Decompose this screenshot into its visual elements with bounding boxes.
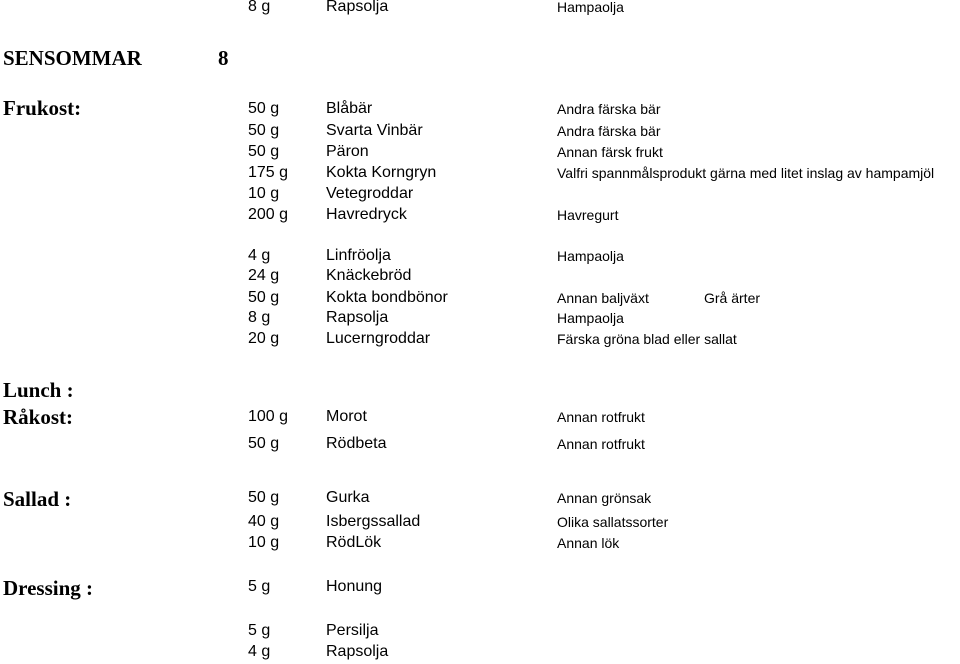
- ingredient-quantity: 50 g: [248, 143, 280, 160]
- ingredient-name: Persilja: [326, 622, 379, 639]
- ingredient-alternative: Hampaolja: [557, 0, 624, 15]
- menu-number: 8: [218, 46, 229, 70]
- ingredient-quantity: 5 g: [248, 578, 271, 595]
- ingredient-name: Lucerngroddar: [326, 330, 431, 347]
- ingredient-quantity: 175 g: [248, 164, 289, 181]
- ingredient-alternative: Annan rotfrukt: [557, 436, 645, 452]
- ingredient-alternative: Annan lök: [557, 535, 620, 551]
- section-label-sallad: Sallad :: [3, 487, 72, 511]
- ingredient-name: Blåbär: [326, 100, 373, 117]
- ingredient-name: Honung: [326, 578, 383, 595]
- ingredient-name: Kokta bondbönor: [326, 289, 448, 306]
- ingredient-quantity: 50 g: [248, 489, 280, 506]
- ingredient-quantity: 50 g: [248, 122, 280, 139]
- ingredient-quantity: 10 g: [248, 185, 280, 202]
- ingredient-quantity: 8 g: [248, 309, 271, 326]
- ingredient-quantity: 4 g: [248, 247, 271, 264]
- ingredient-alternative: Färska gröna blad eller sallat: [557, 331, 737, 347]
- ingredient-alternative: Annan rotfrukt: [557, 409, 645, 425]
- ingredient-name: Linfröolja: [326, 247, 391, 264]
- ingredient-quantity: 24 g: [248, 267, 280, 284]
- ingredient-alternative: Hampaolja: [557, 248, 624, 264]
- ingredient-name: Svarta Vinbär: [326, 122, 423, 139]
- ingredient-name: Rapsolja: [326, 643, 389, 660]
- ingredient-quantity: 50 g: [248, 100, 280, 117]
- ingredient-name: RödLök: [326, 534, 382, 551]
- ingredient-alternative: Olika sallatssorter: [557, 514, 669, 530]
- ingredient-quantity: 100 g: [248, 408, 289, 425]
- section-label-lunch: Lunch :: [3, 378, 74, 402]
- ingredient-quantity: 5 g: [248, 622, 271, 639]
- ingredient-alternative: Andra färska bär: [557, 101, 661, 117]
- ingredient-name: Rödbeta: [326, 435, 387, 452]
- ingredient-name: Havredryck: [326, 206, 407, 223]
- section-label-frukost: Frukost:: [3, 96, 82, 120]
- section-label-rakost: Råkost:: [3, 405, 74, 429]
- section-label-dressing: Dressing :: [3, 576, 94, 600]
- ingredient-name: Päron: [326, 143, 369, 160]
- ingredient-alternative: Havregurt: [557, 207, 619, 223]
- ingredient-quantity: 8 g: [248, 0, 271, 15]
- ingredient-name: Rapsolja: [326, 0, 389, 15]
- ingredient-alternative: Annan färsk frukt: [557, 144, 663, 160]
- ingredient-quantity: 20 g: [248, 330, 280, 347]
- menu-title: SENSOMMAR: [3, 46, 142, 70]
- ingredient-quantity: 40 g: [248, 513, 280, 530]
- ingredient-second-alternative: Grå ärter: [704, 290, 761, 306]
- ingredient-alternative: Andra färska bär: [557, 123, 661, 139]
- ingredient-alternative: Annan baljväxt: [557, 290, 649, 306]
- ingredient-quantity: 4 g: [248, 643, 271, 660]
- ingredient-quantity: 200 g: [248, 206, 289, 223]
- ingredient-alternative: Annan grönsak: [557, 490, 652, 506]
- ingredient-name: Morot: [326, 408, 367, 425]
- ingredient-name: Knäckebröd: [326, 267, 412, 284]
- ingredient-name: Kokta Korngryn: [326, 164, 437, 181]
- ingredient-alternative: Hampaolja: [557, 310, 624, 326]
- ingredient-quantity: 10 g: [248, 534, 280, 551]
- ingredient-name: Gurka: [326, 489, 370, 506]
- ingredient-alternative: Valfri spannmålsprodukt gärna med litet inslag av hampamjöl: [557, 165, 935, 181]
- ingredient-quantity: 50 g: [248, 435, 280, 452]
- ingredient-name: Vetegroddar: [326, 185, 414, 202]
- ingredient-name: Rapsolja: [326, 309, 389, 326]
- ingredient-quantity: 50 g: [248, 289, 280, 306]
- ingredient-name: Isbergssallad: [326, 513, 421, 530]
